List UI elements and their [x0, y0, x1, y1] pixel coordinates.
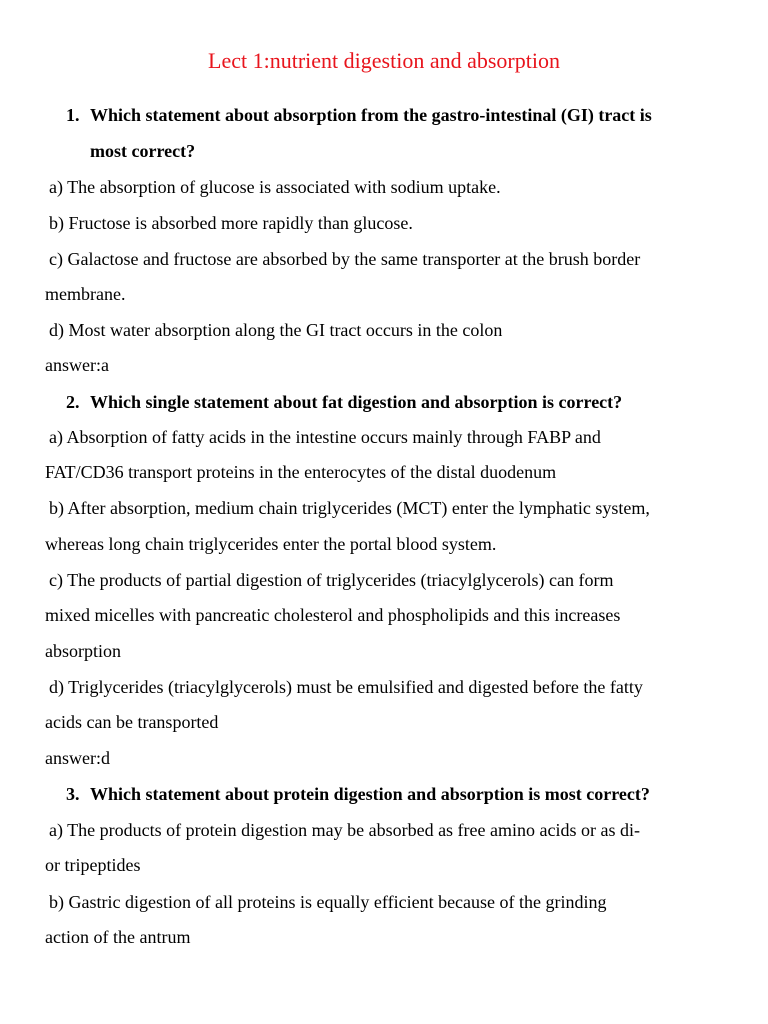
- option-c-continued-2: absorption: [45, 641, 121, 661]
- question-2: [66, 385, 730, 421]
- question-text: Which single statement about fat digestion and absorption is correct?: [90, 392, 623, 412]
- option-b: b) Fructose is absorbed more rapidly than glucose.: [49, 213, 413, 233]
- option-d-continued: acids can be transported: [45, 712, 219, 732]
- option-b-continued: whereas long chain triglycerides enter the portal blood system.: [45, 534, 497, 554]
- option-a-continued: FAT/CD36 transport proteins in the enterocytes of the distal duodenum: [45, 462, 557, 482]
- option-c-continued: mixed micelles with pancreatic cholesterol and phospholipids and this increases: [45, 605, 621, 625]
- option-b: b) After absorption, medium chain triglycerides (MCT) enter the lymphatic system,: [49, 498, 650, 518]
- page-title: Lect 1:nutrient digestion and absorption: [208, 48, 560, 73]
- question-text: Which statement about absorption from the gastro-intestinal (GI) tract is: [90, 105, 652, 125]
- question-text: Which statement about protein digestion and absorption is most correct?: [90, 784, 650, 804]
- question-number: 1.: [66, 105, 80, 125]
- option-a: a) Absorption of fatty acids in the intestine occurs mainly through FABP and: [49, 427, 601, 447]
- option-c: c) The products of partial digestion of triglycerides (triacylglycerols) can form: [49, 570, 614, 590]
- option-a: a) The absorption of glucose is associated with sodium uptake.: [49, 177, 501, 197]
- answer: answer:a: [45, 355, 109, 375]
- question-3: [66, 777, 730, 813]
- option-a: a) The products of protein digestion may be absorbed as free amino acids or as di-: [49, 820, 640, 840]
- question-1: [66, 98, 730, 169]
- option-c-continued: membrane.: [45, 284, 126, 304]
- question-number: 3.: [66, 784, 80, 804]
- question-number: 2.: [66, 392, 80, 412]
- option-b-continued: action of the antrum: [45, 927, 191, 947]
- question-text-continued: most correct?: [90, 140, 196, 161]
- option-a-continued: or tripeptides: [45, 855, 141, 875]
- option-d: d) Triglycerides (triacylglycerols) must be emulsified and digested before the fatty: [49, 677, 643, 697]
- option-b: b) Gastric digestion of all proteins is equally efficient because of the grinding: [49, 892, 607, 912]
- answer: answer:d: [45, 748, 110, 768]
- option-d: d) Most water absorption along the GI tract occurs in the colon: [49, 320, 503, 340]
- option-c: c) Galactose and fructose are absorbed by the same transporter at the brush border: [49, 249, 641, 269]
